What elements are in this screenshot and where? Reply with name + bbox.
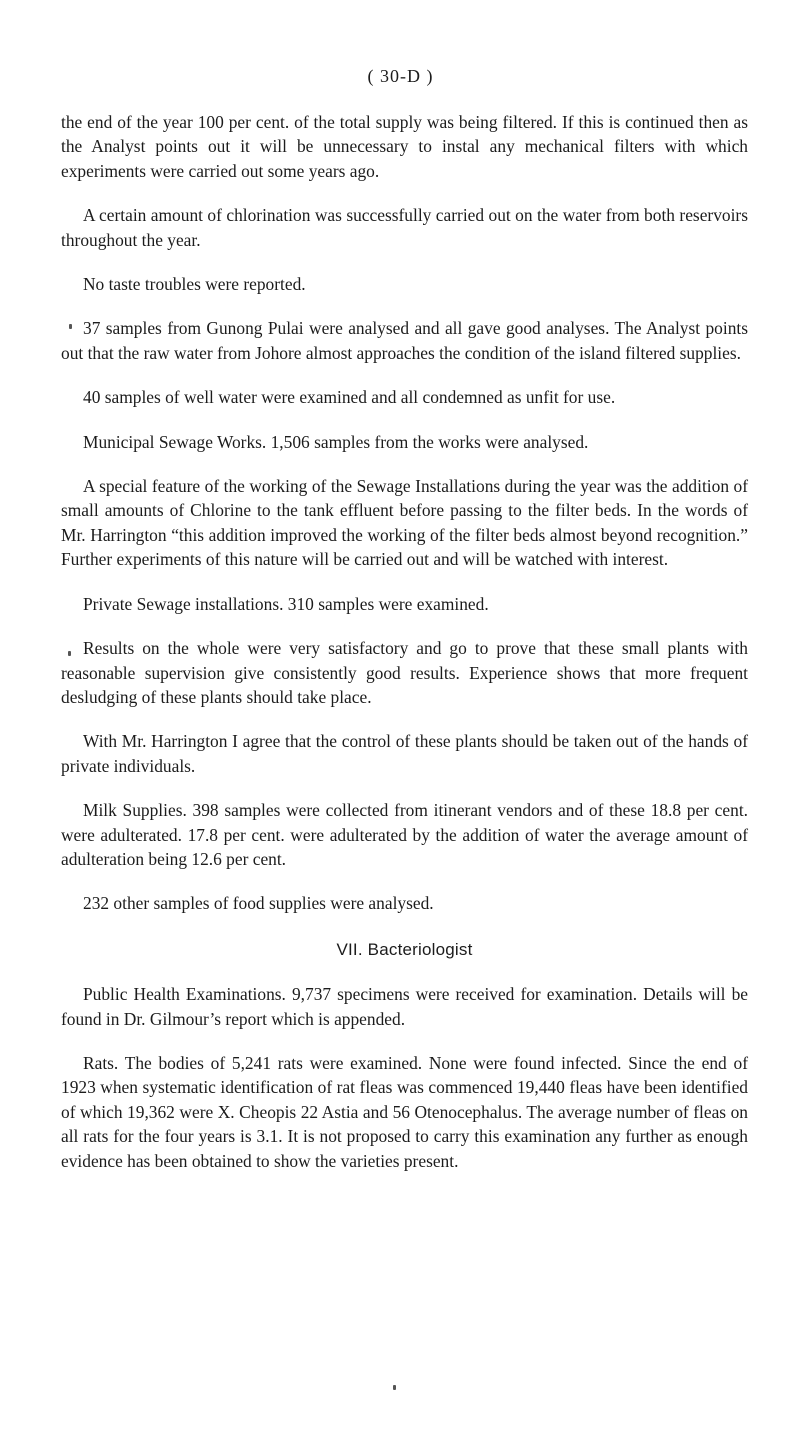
paragraph-gunong-pulai: 37 samples from Gunong Pulai were analysed and all gave good analyses. The Analyst points out that the raw water from Johore almost approaches the condition of the island filtered supplies. bbox=[61, 318, 748, 363]
paragraph-private-sewage: Private Sewage installations. 310 samples were examined. bbox=[83, 593, 489, 614]
section-heading: VII. Bacteriologist bbox=[336, 939, 473, 959]
paragraph-results: Results on the whole were very satisfactory and go to prove that these small plants with reasonable supervision give consistently good results. Experience shows that more frequent desludging of these plants should take place. bbox=[61, 638, 748, 707]
scan-speck bbox=[68, 651, 71, 656]
body-text bbox=[61, 110, 748, 1193]
paragraph-public-health: Public Health Examinations. 9,737 specimens were received for examination. Details will be found in Dr. Gilmour’s report which is appended. bbox=[61, 984, 748, 1029]
paragraph-control: With Mr. Harrington I agree that the control of these plants should be taken out of the hands of private individuals. bbox=[61, 731, 748, 776]
paragraph-food-supplies: 232 other samples of food supplies were analysed. bbox=[83, 893, 434, 914]
paragraph-sewage-chlorine: A special feature of the working of the Sewage Installations during the year was the addition of small amounts of Chlorine to the tank effluent before passing to the filter beds. In the words of Mr. Harrington “this addition improved the working of the filter beds almost beyond recognition.” Further experiments of this nature will be carried out and will be watched with interest. bbox=[61, 476, 748, 570]
paragraph-chlorination: A certain amount of chlorination was successfully carried out on the water from both reservoirs throughout the year. bbox=[61, 205, 748, 250]
scan-speck bbox=[393, 1385, 396, 1390]
page-number: ( 30-D ) bbox=[367, 66, 434, 86]
scan-speck bbox=[69, 324, 72, 329]
paragraph-rats: Rats. The bodies of 5,241 rats were examined. None were found infected. Since the end of 1923 when systematic identification of rat fleas was commenced 19,440 fleas have been identified of which 19,362 were X. Cheopis 22 Astia and 56 Otenocephalus. The average number of fleas on all rats for the four years is 3.1. It is not proposed to carry this examination any further as enough evidence has been obtained to show the varieties present. bbox=[61, 1052, 748, 1171]
paragraph-milk-supplies: Milk Supplies. 398 samples were collected from itinerant vendors and of these 18.8 per cent. were adulterated. 17.8 per cent. were adulterated by the addition of water the average amount of adulteration being 12.6 per cent. bbox=[61, 800, 748, 869]
paragraph-municipal-sewage: Municipal Sewage Works. 1,506 samples from the works were analysed. bbox=[83, 431, 589, 452]
paragraph-continuation: the end of the year 100 per cent. of the total supply was being filtered. If this is continued then as the Analyst points out it will be unnecessary to instal any mechanical filters with which experiments were carried out some years ago. bbox=[61, 112, 748, 181]
paragraph-taste: No taste troubles were reported. bbox=[83, 274, 306, 295]
paragraph-well-water: 40 samples of well water were examined and all condemned as unfit for use. bbox=[83, 387, 616, 408]
